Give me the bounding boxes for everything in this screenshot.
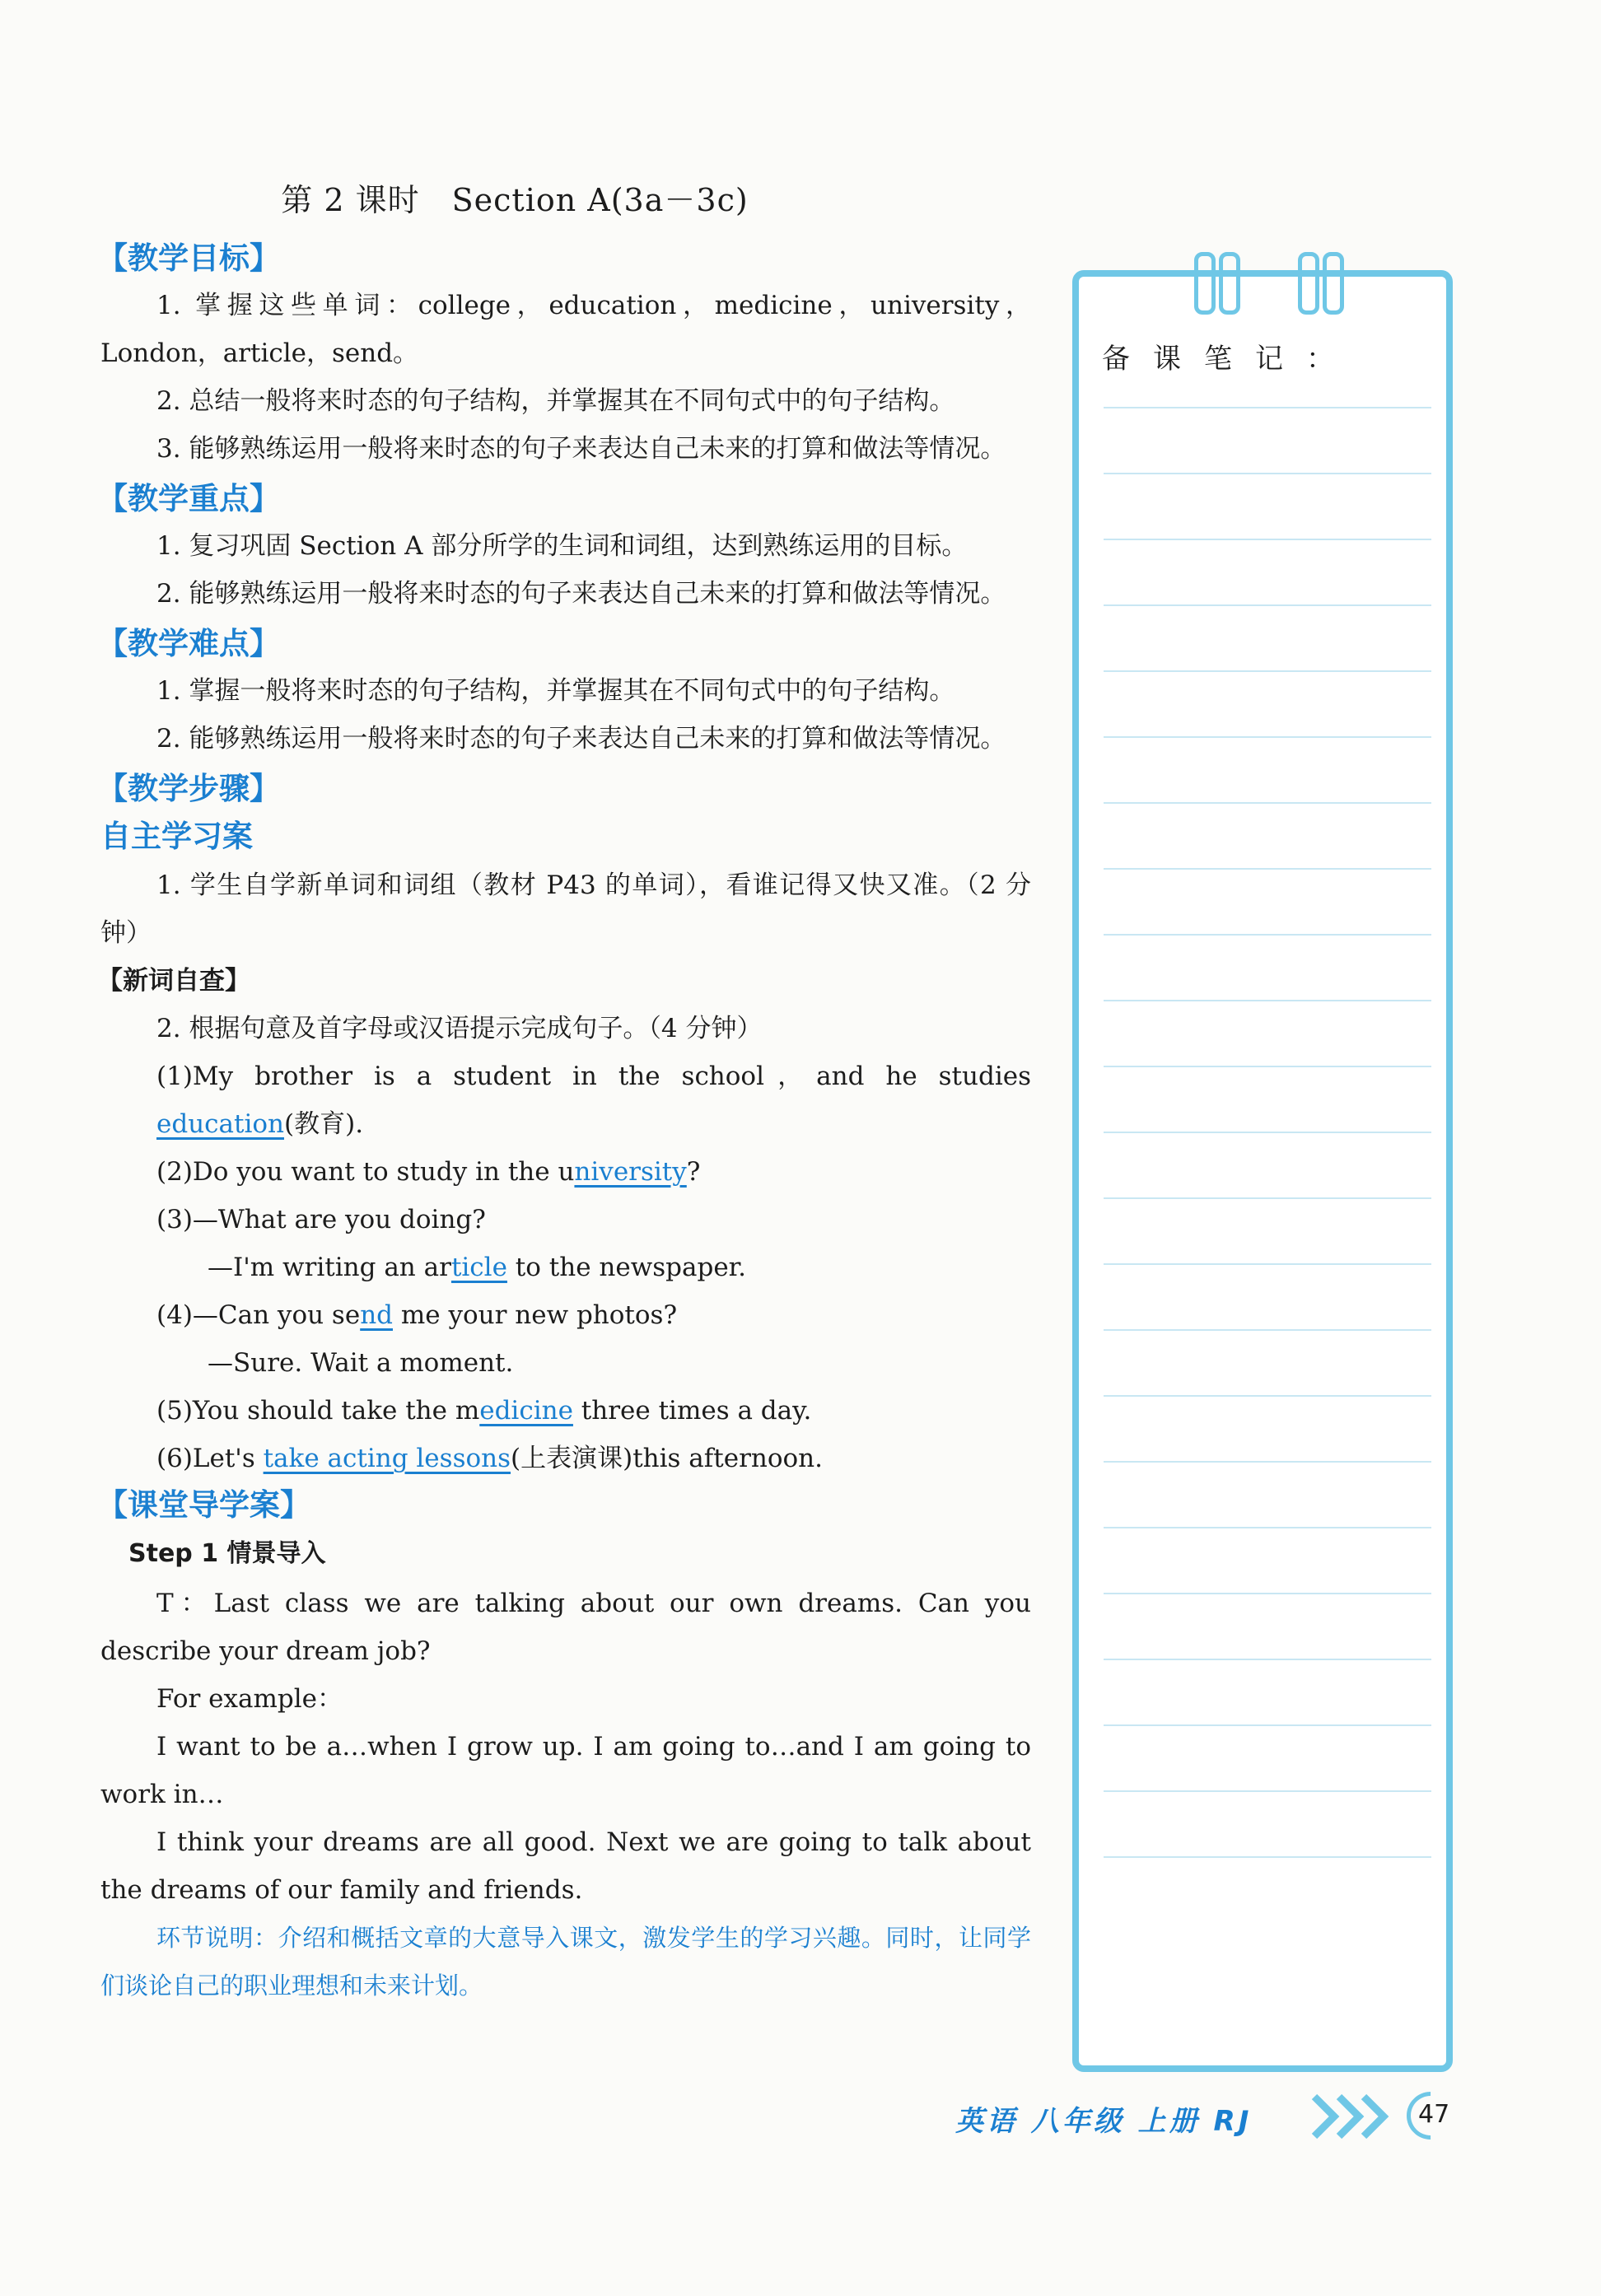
notes-rule-line <box>1104 473 1431 474</box>
notes-rule-line <box>1104 1197 1431 1199</box>
section-heading-steps: 【教学步骤】 <box>97 771 280 806</box>
section-heading-objectives: 【教学目标】 <box>97 240 280 276</box>
page-title: 第 2 课时 Section A(3a－3c) <box>281 182 749 218</box>
objective-item: 3. 能够熟练运用一般将来时态的句子来表达自己未来的打算和做法等情况。 <box>156 434 1006 464</box>
notes-rule-line <box>1104 1066 1431 1067</box>
q6-text: (6)Let's <box>156 1444 264 1473</box>
section-heading-difficulties: 【教学难点】 <box>97 626 280 661</box>
notes-rule-line <box>1104 1000 1431 1001</box>
q5-text: (5)You should take the m <box>156 1396 480 1426</box>
notes-rule-line <box>1104 1527 1431 1528</box>
notes-rule-line <box>1104 1395 1431 1397</box>
footer-book-label: 英语 八年级 上册 RJ <box>955 2105 1253 2138</box>
lesson-notes-panel <box>1072 270 1453 2072</box>
chevron-right-icon <box>1309 2090 1400 2143</box>
objective-item: 1. 掌握这些单词：college，education，medicine，university，London，article，send。 <box>100 291 1031 368</box>
binder-ring-icon <box>1194 252 1216 315</box>
q2-answer: niversity <box>574 1157 687 1187</box>
section-note: 环节说明：介绍和概括文章的大意导入课文，激发学生的学习兴趣。同时，让同学们谈论自己的职业理想和未来计划。 <box>100 1924 1031 2000</box>
guide-paragraph: I want to be a…when I grow up. I am going to…and I am going to work in… <box>100 1732 1031 1809</box>
notes-rule-line <box>1104 1329 1431 1331</box>
notes-rule-line <box>1104 604 1431 606</box>
key-point-item: 2. 能够熟练运用一般将来时态的句子来表达自己未来的打算和做法等情况。 <box>156 579 1006 609</box>
notes-rule-line <box>1104 1856 1431 1858</box>
difficulty-item: 2. 能够熟练运用一般将来时态的句子来表达自己未来的打算和做法等情况。 <box>156 724 1006 754</box>
q4-text: (4)—Can you se <box>156 1300 361 1330</box>
binder-ring-icon <box>1323 252 1344 315</box>
q2-text: (2)Do you want to study in the u <box>156 1157 575 1187</box>
notes-rule-line <box>1104 670 1431 672</box>
exercise-q4-reply: —Sure. Wait a moment. <box>208 1348 514 1378</box>
notes-rule-line <box>1104 1132 1431 1133</box>
guide-paragraph: For example： <box>156 1684 343 1714</box>
exercise-q2 <box>100 1148 1031 1196</box>
q5-answer: edicine <box>479 1396 573 1426</box>
notes-rule-line <box>1104 1461 1431 1463</box>
exercise-q4-question <box>100 1291 1031 1339</box>
notes-rule-line <box>1104 736 1431 738</box>
notes-rule-line <box>1104 934 1431 936</box>
notes-rule-line <box>1104 1790 1431 1792</box>
exercise-q3-answer-line <box>100 1244 1031 1291</box>
difficulty-item: 1. 掌握一般将来时态的句子结构，并掌握其在不同句式中的句子结构。 <box>156 676 955 706</box>
vocab-check-heading: 【新词自查】 <box>97 966 250 996</box>
notes-rule-line <box>1104 868 1431 870</box>
section-heading-class-guide: 【课堂导学案】 <box>97 1487 310 1523</box>
q4-text-end: me your new photos? <box>393 1300 678 1330</box>
main-content <box>97 236 1031 2009</box>
q5-text-end: three times a day. <box>572 1396 812 1426</box>
key-point-item: 1. 复习巩固 Section A 部分所学的生词和词组，达到熟练运用的目标。 <box>156 531 968 561</box>
q1-text: (1)My brother is a student in the school，and he studies <box>156 1062 1031 1091</box>
exercise-q3-question: (3)—What are you doing? <box>156 1205 486 1234</box>
notes-title: 备课笔记： <box>1102 343 1357 376</box>
notes-rule-line <box>1104 407 1431 408</box>
notes-rule-line <box>1104 802 1431 804</box>
objective-item: 2. 总结一般将来时态的句子结构，并掌握其在不同句式中的句子结构。 <box>156 386 955 416</box>
notes-rule-line <box>1104 1593 1431 1594</box>
notes-rule-line <box>1104 1659 1431 1660</box>
section-heading-key-points: 【教学重点】 <box>97 481 280 516</box>
q3-text: —I'm writing an ar <box>208 1253 451 1282</box>
q3-text-end: to the newspaper. <box>506 1253 746 1282</box>
binder-ring-icon <box>1219 252 1240 315</box>
self-study-item: 1. 学生自学新单词和词组（教材 P43 的单词），看谁记得又快又准。（2 分钟） <box>100 870 1031 948</box>
q6-text-end: (上表演课)this afternoon. <box>511 1444 823 1473</box>
q6-answer: take acting lessons <box>263 1444 511 1473</box>
guide-paragraph: T：Last class we are talking about our own dreams. Can you describe your dream job? <box>100 1589 1031 1666</box>
exercise-q5 <box>100 1387 1031 1435</box>
self-study-heading: 自主学习案 <box>100 819 253 854</box>
q1-answer: education <box>156 1109 284 1139</box>
notes-rule-line <box>1104 1724 1431 1726</box>
guide-paragraph: I think your dreams are all good. Next we are going to talk about the dreams of our family and friends. <box>100 1827 1031 1905</box>
self-study-item: 2. 根据句意及首字母或汉语提示完成句子。（4 分钟） <box>156 1014 763 1043</box>
q3-answer: ticle <box>450 1253 507 1282</box>
q2-text-end: ? <box>686 1157 701 1187</box>
page-number: 47 <box>1418 2100 1450 2129</box>
step-label: Step 1 情景导入 <box>128 1539 326 1568</box>
binder-ring-icon <box>1298 252 1319 315</box>
notes-rule-line <box>1104 539 1431 540</box>
q4-answer: nd <box>360 1300 393 1330</box>
notes-rule-line <box>1104 1263 1431 1265</box>
q1-text-end: (教育). <box>284 1109 364 1139</box>
exercise-q1 <box>100 1052 1031 1148</box>
exercise-q6 <box>100 1435 1031 1482</box>
